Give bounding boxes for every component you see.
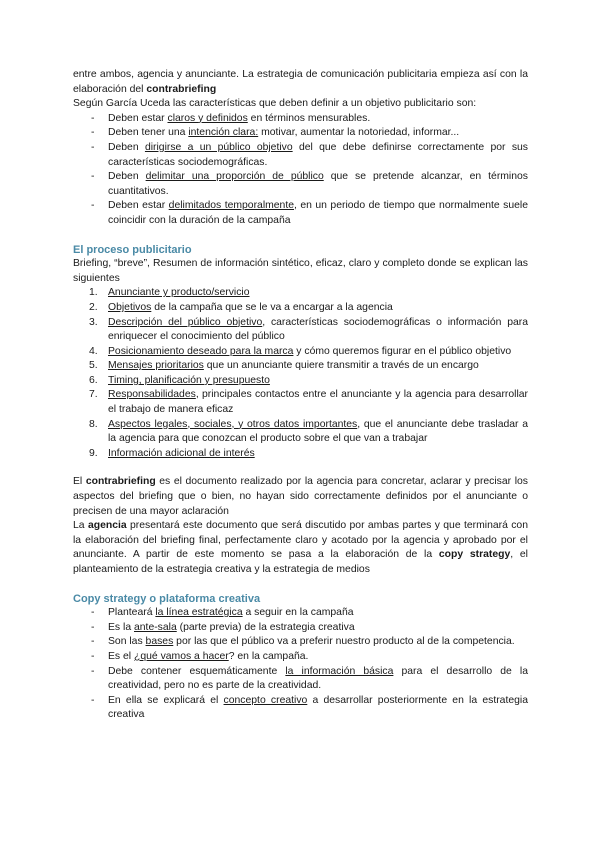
list-item: - Es el ¿qué vamos a hacer? en la campaña. — [73, 650, 528, 665]
list-item: 1. Anunciante y producto/servicio — [89, 287, 250, 299]
section-heading-proceso: El proceso publicitario — [73, 243, 192, 256]
intro-paragraph: entre ambos, agencia y anunciante. La estrategia de comunicación publicitaria empieza así con la elaboración del contrabriefing — [73, 69, 528, 95]
list-item: 3. Descripción del público objetivo, características sociodemográficas o información para enriquecer el conocimiento del público — [89, 316, 528, 343]
list-item: - Debe contener esquemáticamente la información básica para el desarrollo de la creatividad, pero no es parte de la creatividad. — [73, 665, 528, 694]
list-item: 9. Información adicional de interés — [89, 447, 255, 459]
list-item: - En ella se explicará el concepto creativo a desarrollar posteriormente en la estrategia creativa — [73, 694, 528, 723]
contrabriefing-paragraph: El contrabriefing es el documento realizado por la agencia para concretar, aclarar y precisar los aspectos del briefing que o bien, no hayan sido correctamente definidos por el anunciante o precisen de una mayor aclaración — [73, 476, 528, 517]
list-item: - Deben estar delimitados temporalmente, en un periodo de tiempo que normalmente suele coincidir con la duración de la campaña — [73, 199, 528, 228]
objectives-intro: Según García Uceda las características que deben definir a un objetivo publicitario son: — [73, 98, 477, 110]
briefing-list — [73, 286, 528, 461]
list-item: 7. Responsabilidades, principales contactos entre el anunciante y la agencia para desarrollar el trabajo de manera eficaz — [89, 389, 528, 416]
list-item: 6. Timing, planificación y presupuesto — [89, 374, 270, 386]
briefing-intro: Briefing, “breve”, Resumen de información sintético, eficaz, claro y completo donde se explican las siguientes — [73, 258, 528, 284]
list-item: - Deben dirigirse a un público objetivo del que debe definirse correctamente por sus características sociodemográficas. — [73, 141, 528, 170]
section-heading-copy-strategy: Copy strategy o plataforma creativa — [73, 592, 261, 605]
list-item: - Deben delimitar una proporción de público que se pretende alcanzar, en términos cuantitativos. — [73, 170, 528, 199]
agencia-paragraph: La agencia presentará este documento que será discutido por ambas partes y que terminará con la elaboración del briefing final, perfectamente claro y acotado por la agencia y aprobado por el anunciante. A partir de este momento se pasa a la elaboración de la copy strategy, el planteamiento de la estrategia creativa y la estrategia de medios — [73, 520, 528, 575]
list-item: 8. Aspectos legales, sociales, y otros datos importantes, que el anunciante debe trasladar a la agencia para que conozcan el producto sobre el que van a trabajar — [89, 418, 528, 445]
list-item: - Planteará la línea estratégica a seguir en la campaña — [73, 606, 528, 621]
list-item: - Deben estar claros y definidos en términos mensurables. — [73, 112, 528, 127]
list-item: - Es la ante-sala (parte previa) de la estrategia creativa — [73, 621, 528, 636]
list-item: 5. Mensajes prioritarios que un anunciante quiere transmitir a través de un encargo — [89, 360, 479, 372]
list-item: 2. Objetivos de la campaña que se le va a encargar a la agencia — [89, 301, 393, 313]
list-item: - Deben tener una intención clara: motivar, aumentar la notoriedad, informar... — [73, 126, 528, 141]
copy-strategy-list — [73, 606, 528, 723]
list-item: - Son las bases por las que el público va a preferir nuestro producto al de la competencia. — [73, 635, 528, 650]
objectives-list — [73, 112, 528, 229]
list-item: 4. Posicionamiento deseado para la marca y cómo queremos figurar en el público objetivo — [89, 345, 512, 357]
